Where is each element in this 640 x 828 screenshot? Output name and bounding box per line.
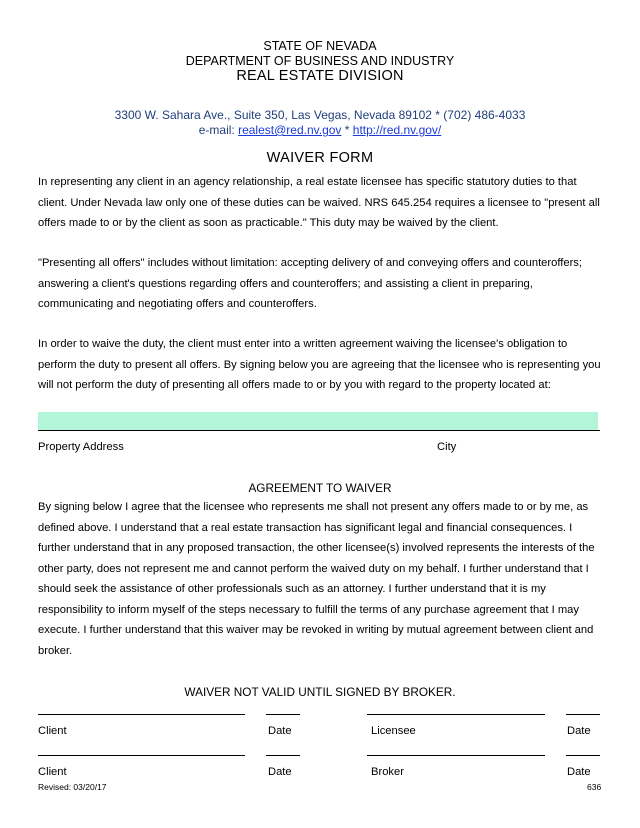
intro-paragraph-3: In order to waive the duty, the client must enter into a written agreement waiving the licensee's obligation to perform the duty to present all offers. By signing below you are agreeing that the licensee who is representing you will not perform the duty of presenting all offers made to or by you with regard to the property located at: xyxy=(38,338,601,391)
revision-date: Revised: 03/20/17 xyxy=(38,782,107,792)
intro-paragraph-2: "Presenting all offers" includes without limitation: accepting delivery of and conveying offers and counteroffers; answering a client's questions regarding offers and counteroffers; and assisting a client in preparing, communicating and negotiating offers and counteroffers. xyxy=(38,257,583,310)
client-label: Client xyxy=(38,725,67,737)
licensee-date-label: Date xyxy=(567,725,591,737)
property-address-input[interactable] xyxy=(38,412,598,430)
client-date-label: Date xyxy=(268,725,292,737)
broker-date-label: Date xyxy=(567,766,591,778)
form-number: 636 xyxy=(587,782,602,792)
office-address: 3300 W. Sahara Ave., Suite 350, Las Vegas, Nevada 89102 * (702) 486-4033 xyxy=(114,108,526,122)
email-link[interactable]: realest@red.nv.gov xyxy=(238,123,342,137)
broker-signature-line[interactable] xyxy=(367,755,545,756)
intro-paragraph-1: In representing any client in an agency relationship, a real estate licensee has specific statutory duties to that client. Under Nevada law only one of these duties can be waived. NRS 645.254 requires a licensee to "present all offers made to or by the client as soon as practicable." This duty may be waived by the client. xyxy=(38,176,600,229)
property-address-rule xyxy=(38,430,600,431)
agreement-text: By signing below I agree that the licensee who represents me shall not present any offers made to or by me, as defined above. I understand that a real estate transaction has significant legal and financial consequences. I further understand that in any proposed transaction, the other licensee(s) involved represents the interests of the other party, does not represent me and cannot perform the waived duty on my behalf. I further understand that I should seek the assistance of other professionals such as an attorney. I further understand that it is my responsibility to inform myself of the steps necessary to fulfill the terms of any purchase agreement that I may execute. I further understand that this waiver may be revoked in writing by mutual agreement between client and broker. xyxy=(38,501,595,657)
contact-separator: * xyxy=(341,123,353,137)
broker-notice: WAIVER NOT VALID UNTIL SIGNED BY BROKER. xyxy=(184,685,456,699)
form-title: WAIVER FORM xyxy=(266,150,374,166)
website-link[interactable]: http://red.nv.gov/ xyxy=(352,123,442,137)
email-prefix: e-mail: xyxy=(198,123,239,137)
city-label: City xyxy=(437,441,457,453)
contact-line xyxy=(0,123,640,137)
licensee-date-line[interactable] xyxy=(566,714,600,715)
agreement-heading: AGREEMENT TO WAIVER xyxy=(248,481,392,495)
state-title: STATE OF NEVADA xyxy=(263,39,377,53)
department-title: DEPARTMENT OF BUSINESS AND INDUSTRY xyxy=(185,54,455,68)
property-address-label: Property Address xyxy=(38,441,124,453)
division-title: REAL ESTATE DIVISION xyxy=(236,68,404,84)
client-2-label: Client xyxy=(38,766,67,778)
broker-label: Broker xyxy=(371,766,404,778)
client-2-signature-line[interactable] xyxy=(38,755,245,756)
broker-date-line[interactable] xyxy=(566,755,600,756)
client-signature-line[interactable] xyxy=(38,714,245,715)
licensee-signature-line[interactable] xyxy=(367,714,545,715)
client-2-date-label: Date xyxy=(268,766,292,778)
client-2-date-line[interactable] xyxy=(266,755,300,756)
licensee-label: Licensee xyxy=(371,725,416,737)
client-date-line[interactable] xyxy=(266,714,300,715)
